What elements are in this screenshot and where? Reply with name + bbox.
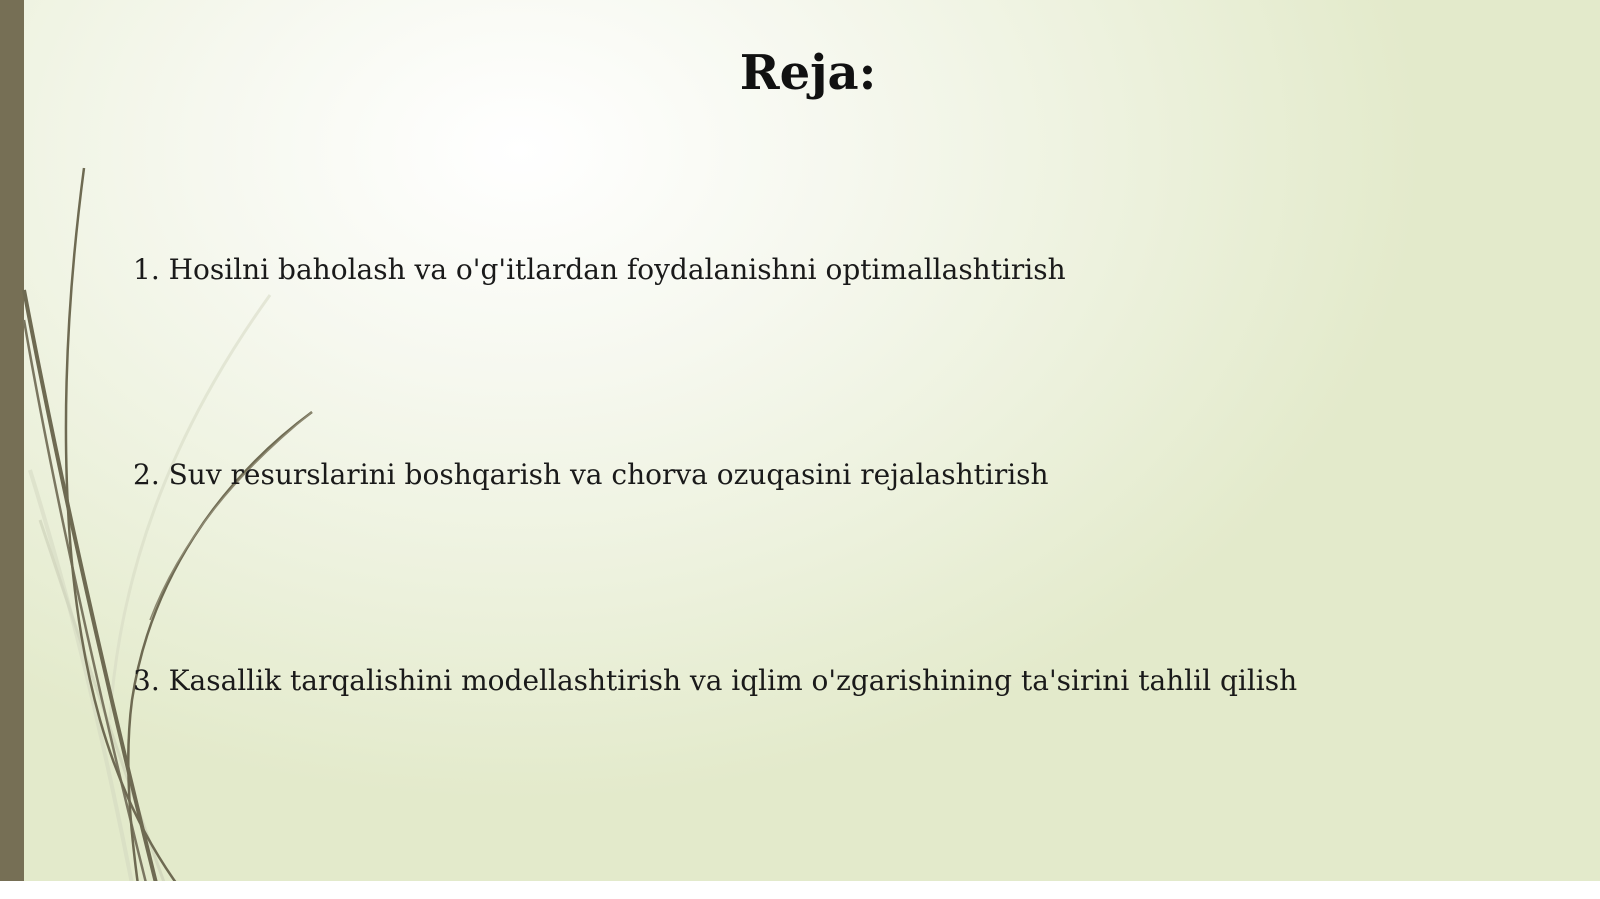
plan-item-1: 1. Hosilni baholash va o'g'itlardan foydalanishni optimallashtirish	[133, 253, 1066, 286]
slide-title: Reja:	[739, 45, 877, 101]
bottom-strip	[0, 881, 1600, 899]
plan-item-3: 3. Kasallik tarqalishini modellashtirish va iqlim o'zgarishining ta'sirini tahlil qilish	[133, 664, 1298, 697]
plan-item-2: 2. Suv resurslarini boshqarish va chorva ozuqasini rejalashtirish	[133, 458, 1049, 491]
accent-side-bar	[0, 0, 24, 899]
